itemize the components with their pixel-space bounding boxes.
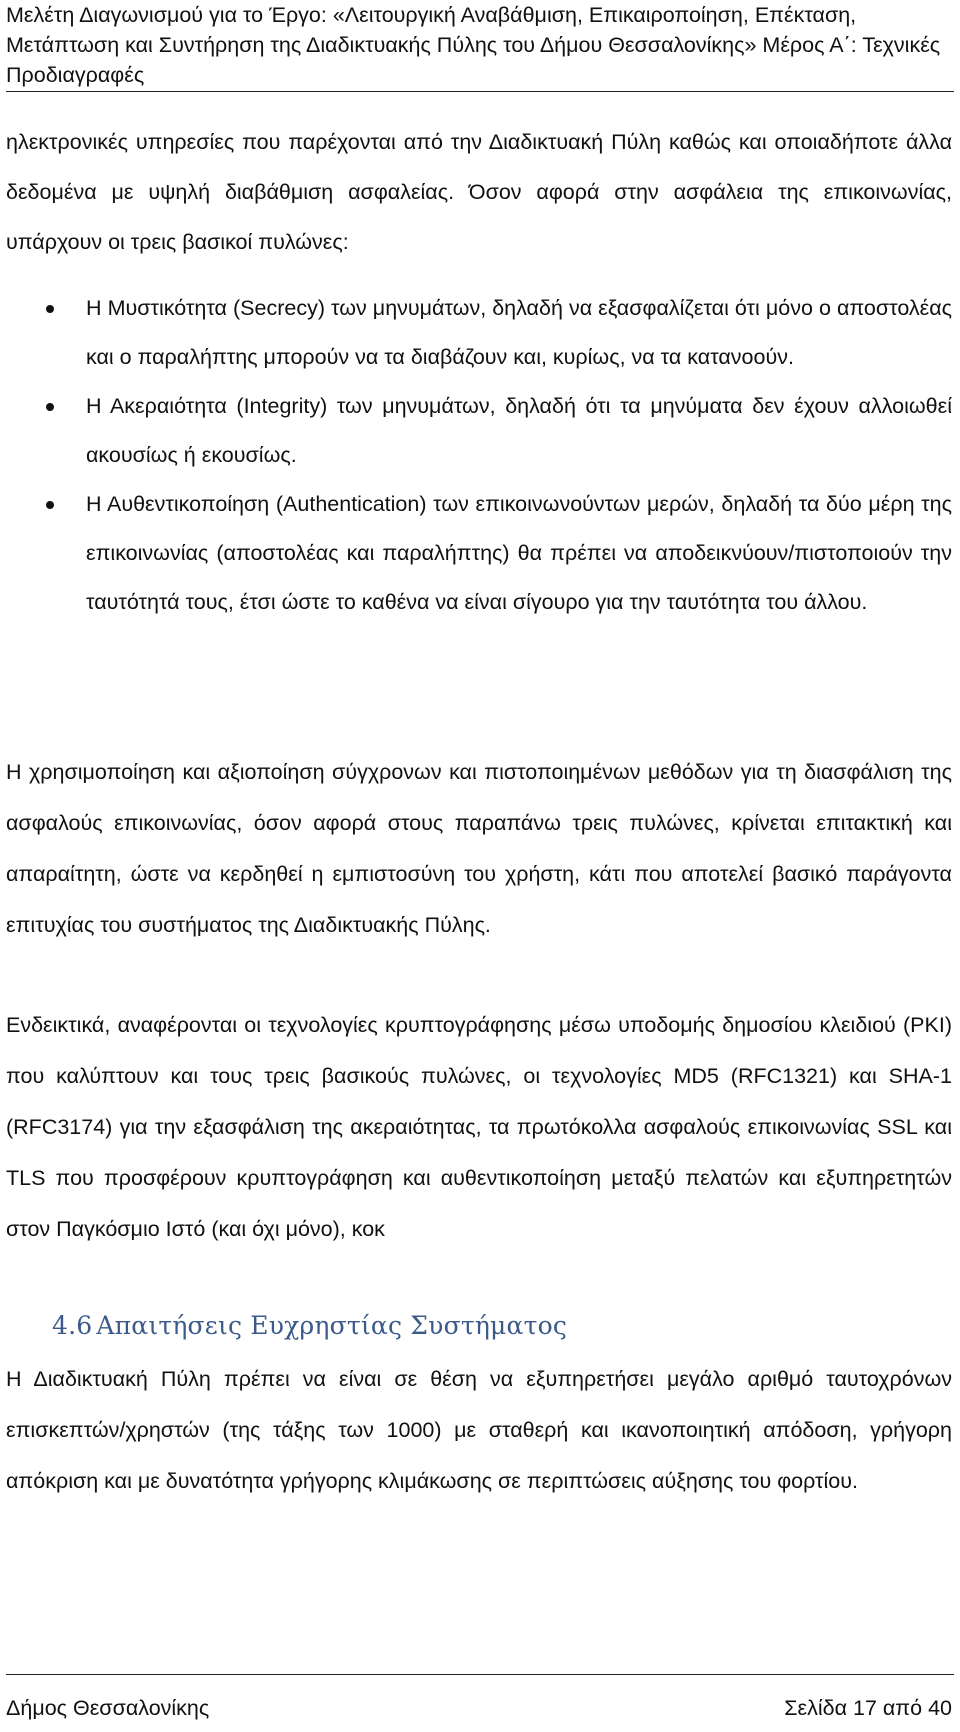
page-number: Σελίδα 17 από 40 (784, 1696, 952, 1720)
header-divider (6, 91, 954, 92)
list-item-secrecy (0, 284, 952, 382)
list-item-text: Η Αυθεντικοποίηση (Authentication) των επικοινωνούντων μερών, δηλαδή τα δύο μέρη της επικοινωνίας (αποστολέας και παραλήπτης) θα πρέπει να αποδεικνύουν/πιστοποιούν την ταυτότητά τους, έτσι ώστε το καθένα να είναι σίγουρο για την ταυτότητα του άλλου. (86, 492, 952, 614)
list-item-integrity (0, 382, 952, 480)
bullet-icon (46, 501, 54, 509)
section-paragraph: Η Διαδικτυακή Πύλη πρέπει να είναι σε θέση να εξυπηρετήσει μεγάλο αριθμό ταυτοχρόνων επισκεπτών/χρηστών (της τάξης των 1000) με σταθερή και ικανοποιητική απόδοση, γρήγορη απόκριση και με δυνατότητα γρήγορης κλιμάκωσης σε περιπτώσεις αύξησης του φορτίου. (6, 1367, 952, 1493)
list-item-text: Η Ακεραιότητα (Integrity) των μηνυμάτων, δηλαδή ότι τα μηνύματα δεν έχουν αλλοιωθεί ακουσίως ή εκουσίως. (86, 394, 952, 467)
list-item-authentication (0, 480, 952, 627)
security-pillars-list (0, 291, 952, 627)
section-heading (52, 1306, 567, 1346)
section-number: 4.6 (52, 1311, 93, 1340)
indicative-paragraph: Ενδεικτικά, αναφέρονται οι τεχνολογίες κρυπτογράφησης μέσω υποδομής δημοσίου κλειδιού (PKI) που καλύπτουν και τους τρεις βασικούς πυλώνες, οι τεχνολογίες MD5 (RFC1321) και SHA-1 (RFC3174) για την εξασφάλιση της ακεραιότητας, τα πρωτόκολλα ασφαλούς επικοινωνίας SSL και TLS που προσφέρουν κρυπτογράφηση και αυθεντικοποίηση μεταξύ πελατών και εξυπηρετητών στον Παγκόσμιο Ιστό (και όχι μόνο), κοκ (6, 1013, 952, 1241)
page-header: Μελέτη Διαγωνισμού για το Έργο: «Λειτουργική Αναβάθμιση, Επικαιροποίηση, Επέκταση, Μετάπτωση και Συντήρηση της Διαδικτυακής Πύλης του Δήμου Θεσσαλονίκης» Μέρος Α΄: Τεχνικές Προδιαγραφές (6, 3, 941, 87)
list-item-text: Η Μυστικότητα (Secrecy) των μηνυμάτων, δηλαδή να εξασφαλίζεται ότι μόνο ο αποστολέας και ο παραλήπτης μπορούν να τα διαβάζουν και, κυρίως, να τα κατανοούν. (86, 296, 952, 369)
usage-paragraph: Η χρησιμοποίηση και αξιοποίηση σύγχρονων και πιστοποιημένων μεθόδων για τη διασφάλιση της ασφαλούς επικοινωνίας, όσον αφορά στους παραπάνω τρεις πυλώνες, κρίνεται επιτακτική και απαραίτητη, ώστε να κερδηθεί η εμπιστοσύνη του χρήστη, κάτι που αποτελεί βασικό παράγοντα επιτυχίας του συστήματος της Διαδικτυακής Πύλης. (6, 760, 952, 937)
footer-divider (6, 1674, 954, 1675)
section-title: Απαιτήσεις Ευχρηστίας Συστήματος (96, 1311, 568, 1340)
intro-paragraph: ηλεκτρονικές υπηρεσίες που παρέχονται από την Διαδικτυακή Πύλη καθώς και οποιαδήποτε άλλα δεδομένα με υψηλή διαβάθμιση ασφαλείας. Όσον αφορά στην ασφάλεια της επικοινωνίας, υπάρχουν οι τρεις βασικοί πυλώνες: (6, 130, 952, 254)
footer-organization: Δήμος Θεσσαλονίκης (6, 1696, 210, 1720)
bullet-icon (46, 305, 54, 313)
bullet-icon (46, 403, 54, 411)
